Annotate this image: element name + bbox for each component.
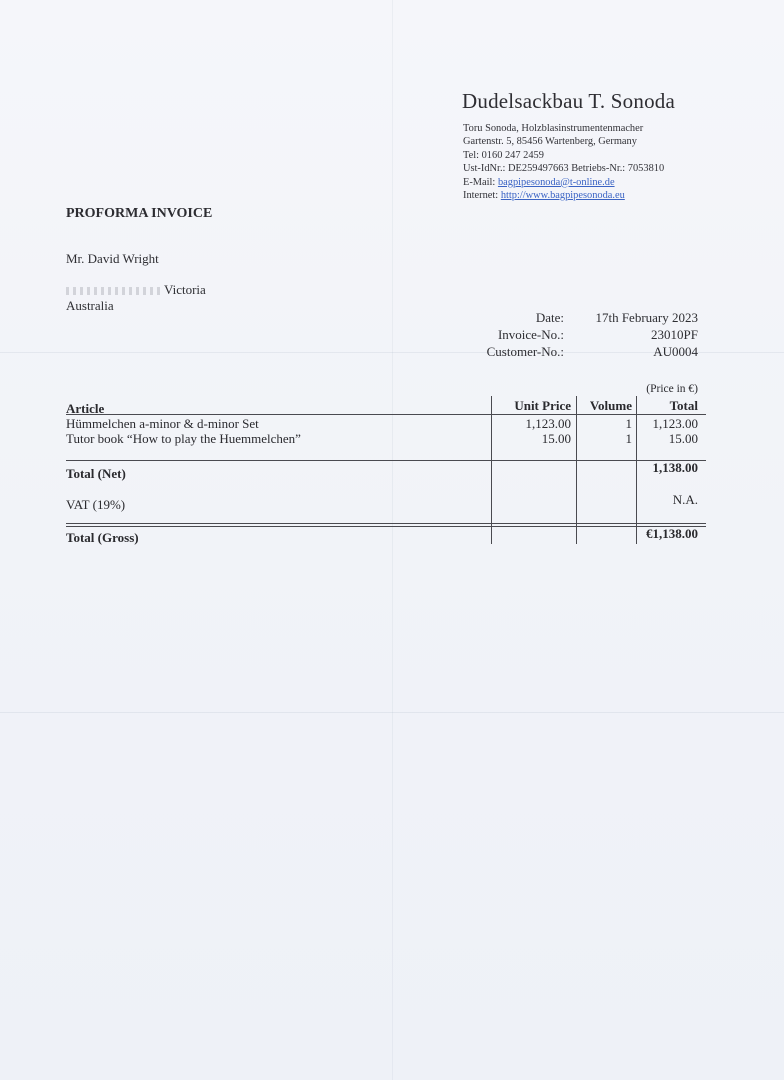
price-currency-note: (Price in €): [646, 383, 698, 395]
tax-line: Ust-IdNr.: DE259497663 Betriebs-Nr.: 7053810: [463, 163, 665, 175]
item-unit-price: 15.00: [541, 431, 571, 446]
date-value: 17th February 2023: [595, 310, 698, 325]
total-net-label: Total (Net): [66, 466, 126, 481]
company-info: [463, 122, 664, 202]
header-underline: [66, 414, 706, 415]
recipient-city: Victoria: [164, 282, 206, 297]
tel-line: Tel: 0160 247 2459: [463, 149, 544, 161]
email-line: [463, 176, 664, 189]
total-net-value: 1,138.00: [652, 460, 698, 475]
total-gross-label: Total (Gross): [66, 530, 139, 545]
owner-line: Toru Sonoda, Holzblasinstrumentenmacher: [463, 123, 644, 134]
item-volume: 1: [625, 431, 632, 446]
recipient-name: Mr. David Wright: [66, 251, 159, 266]
redacted-street: [66, 287, 162, 295]
internet-label: Internet:: [463, 190, 499, 202]
invoice-meta-labels: [400, 309, 564, 360]
header-total: Total: [669, 398, 698, 413]
header-volume: Volume: [589, 398, 632, 413]
paper-crease: [392, 0, 393, 1080]
invoice-meta-values: [580, 309, 698, 360]
total-gross-value: €1,138.00: [646, 526, 698, 541]
recipient-city-line: [66, 282, 206, 298]
item-total: 1,123.00: [652, 416, 698, 431]
email-link[interactable]: bagpipesonoda@t-online.de: [497, 176, 615, 188]
item-total: 15.00: [668, 431, 698, 446]
company-name: Dudelsackbau T. Sonoda: [462, 89, 675, 113]
items-bottom-line: [66, 460, 706, 461]
internet-line: [463, 189, 664, 202]
item-article: Tutor book “How to play the Huemmelchen”: [66, 431, 301, 446]
address-line: Gartenstr. 5, 85456 Wartenberg, Germany: [463, 136, 637, 148]
website-link[interactable]: http://www.bagpipesonoda.eu: [500, 190, 625, 202]
invoice-no-value: 23010PF: [651, 327, 698, 342]
item-volume: 1: [625, 416, 632, 431]
gross-top-line-double: [66, 526, 706, 527]
email-label: E-Mail:: [463, 176, 496, 188]
invoice-no-label: Invoice-No.:: [497, 327, 564, 342]
header-unit-price: Unit Price: [514, 398, 571, 413]
recipient-country: Australia: [66, 298, 114, 313]
gross-top-line: [66, 523, 706, 524]
header-article: Article: [66, 401, 105, 416]
document-title: PROFORMA INVOICE: [66, 206, 213, 221]
item-article: Hümmelchen a-minor & d-minor Set: [66, 416, 259, 431]
vat-label: VAT (19%): [66, 497, 126, 512]
customer-no-value: AU0004: [653, 344, 698, 359]
item-unit-price: 1,123.00: [525, 416, 571, 431]
vat-value: N.A.: [672, 492, 698, 507]
customer-no-label: Customer-No.:: [486, 344, 564, 359]
date-label: Date:: [535, 310, 564, 325]
